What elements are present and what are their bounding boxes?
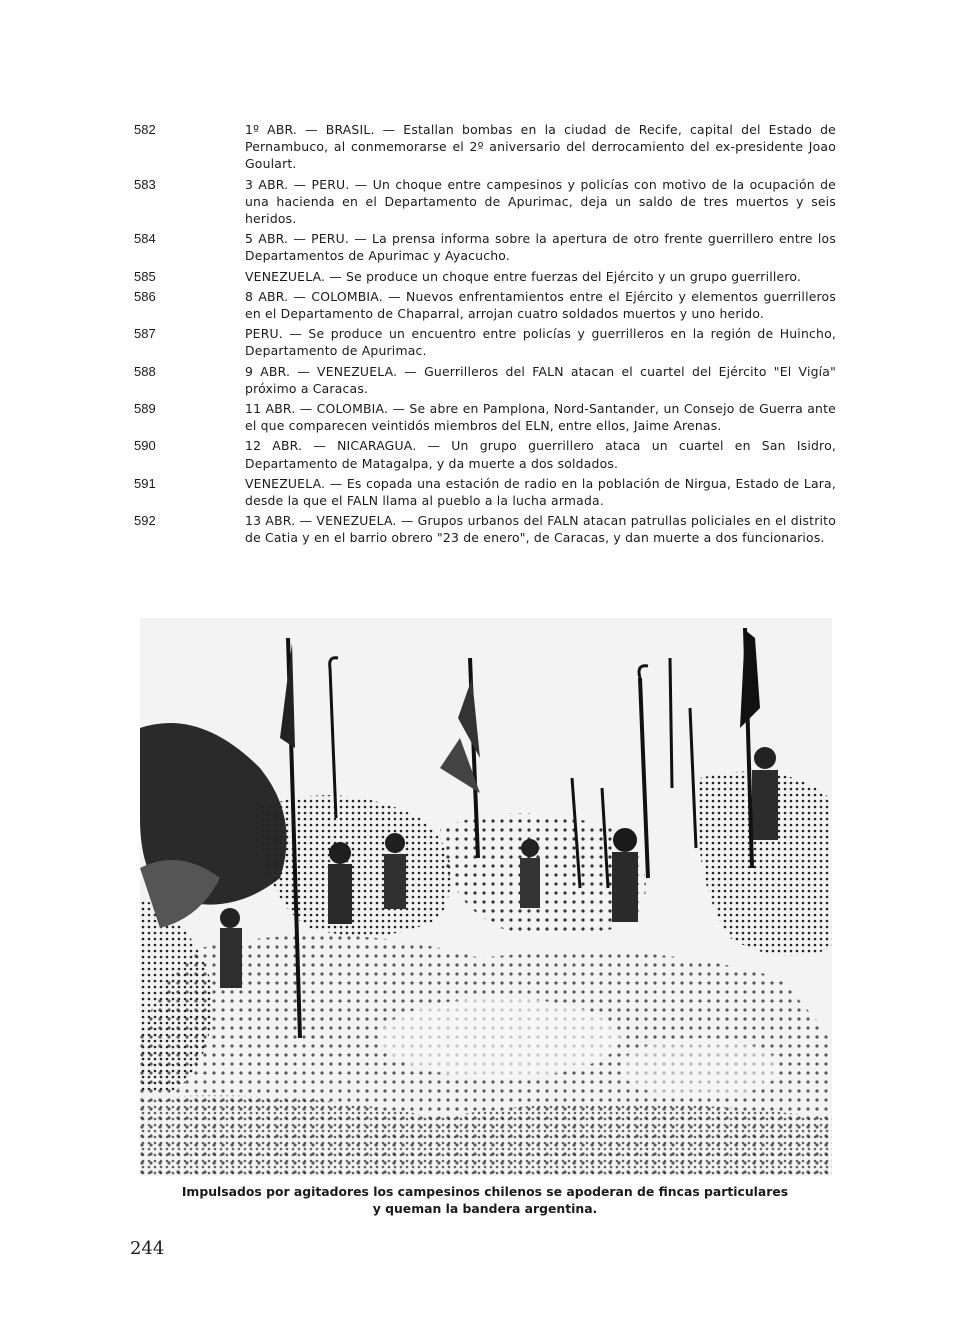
entry-number: 586 xyxy=(134,288,156,304)
entry-589 xyxy=(134,400,836,434)
page-number: 244 xyxy=(130,1238,165,1259)
entry-text: 8 ABR. — COLOMBIA. — Nuevos enfrentamientos entre el Ejército y elementos guerrilleros en el Departamento de Chaparral, arrojan cuatro soldados muertos y uno herido. xyxy=(245,288,836,322)
entry-584 xyxy=(134,230,836,264)
entry-585 xyxy=(134,268,836,285)
entry-text: 3 ABR. — PERU. — Un choque entre campesinos y policías con motivo de la ocupación de una hacienda en el Departamento de Apurimac, deja un saldo de tres muertos y seis heridos. xyxy=(245,176,836,227)
entry-number: 583 xyxy=(134,176,156,192)
entry-text: PERU. — Se produce un encuentro entre policías y guerrilleros en la región de Huincho, Departamento de Apurimac. xyxy=(245,326,836,359)
entry-text: VENEZUELA. — Se produce un choque entre fuerzas del Ejército y un grupo guerrillero. xyxy=(245,268,802,284)
entry-592 xyxy=(134,512,836,546)
entry-number: 590 xyxy=(134,438,156,454)
entry-text: 11 ABR. — COLOMBIA. — Se abre en Pamplona, Nord-Santander, un Consejo de Guerra ante el que comparecen veintidós miembros del ELN, entre ellos, Jaime Arenas. xyxy=(245,401,836,434)
entry-588 xyxy=(134,363,836,397)
entry-587 xyxy=(134,325,836,359)
entry-text: 9 ABR. — VENEZUELA. — Guerrilleros del FALN atacan el cuartel del Ejército "El Vigía" próximo a Caracas. xyxy=(245,363,836,396)
entry-number: 588 xyxy=(134,363,156,379)
entry-number: 591 xyxy=(134,475,156,491)
entry-text: VENEZUELA. — Es copada una estación de radio en la población de Nirgua, Estado de Lara, desde la que el FALN llama al pueblo a la lucha armada. xyxy=(245,475,836,509)
entry-text: 12 ABR. — NICARAGUA. — Un grupo guerrillero ataca un cuartel en San Isidro, Departamento de Matagalpa, y da muerte a dos soldados. xyxy=(245,438,836,471)
entry-586 xyxy=(134,288,836,322)
halftone-photo xyxy=(140,618,832,1176)
entry-number: 582 xyxy=(134,122,156,137)
entry-text: 5 ABR. — PERU. — La prensa informa sobre la apertura de otro frente guerrillero entre los Departamentos de Apurimac y Ayacucho. xyxy=(245,231,836,264)
entry-number: 587 xyxy=(134,326,156,342)
entry-583 xyxy=(134,176,836,228)
entry-591 xyxy=(134,475,836,509)
photo-caption: Impulsados por agitadores los campesinos chilenos se apoderan de fincas particulares y queman la bandera argentina. xyxy=(181,1184,789,1216)
entry-number: 589 xyxy=(134,401,156,417)
entry-number: 592 xyxy=(134,513,156,529)
entry-number: 585 xyxy=(134,268,156,284)
entry-590 xyxy=(134,437,836,471)
crowd-with-flags-photo xyxy=(140,618,832,1176)
entry-text: 1º ABR. — BRASIL. — Estallan bombas en la ciudad de Recife, capital del Estado de Pernambuco, al conmemorarse el 2º aniversario del derrocamiento del ex-presidente Joao Goulart. xyxy=(245,122,836,172)
chronology-list xyxy=(134,121,836,550)
entry-582 xyxy=(134,121,836,173)
entry-number: 584 xyxy=(134,231,156,247)
entry-text: 13 ABR. — VENEZUELA. — Grupos urbanos del FALN atacan patrullas policiales en el distrito de Catia y en el barrio obrero "23 de enero", de Caracas, y dan muerte a dos funcionarios. xyxy=(245,513,836,546)
